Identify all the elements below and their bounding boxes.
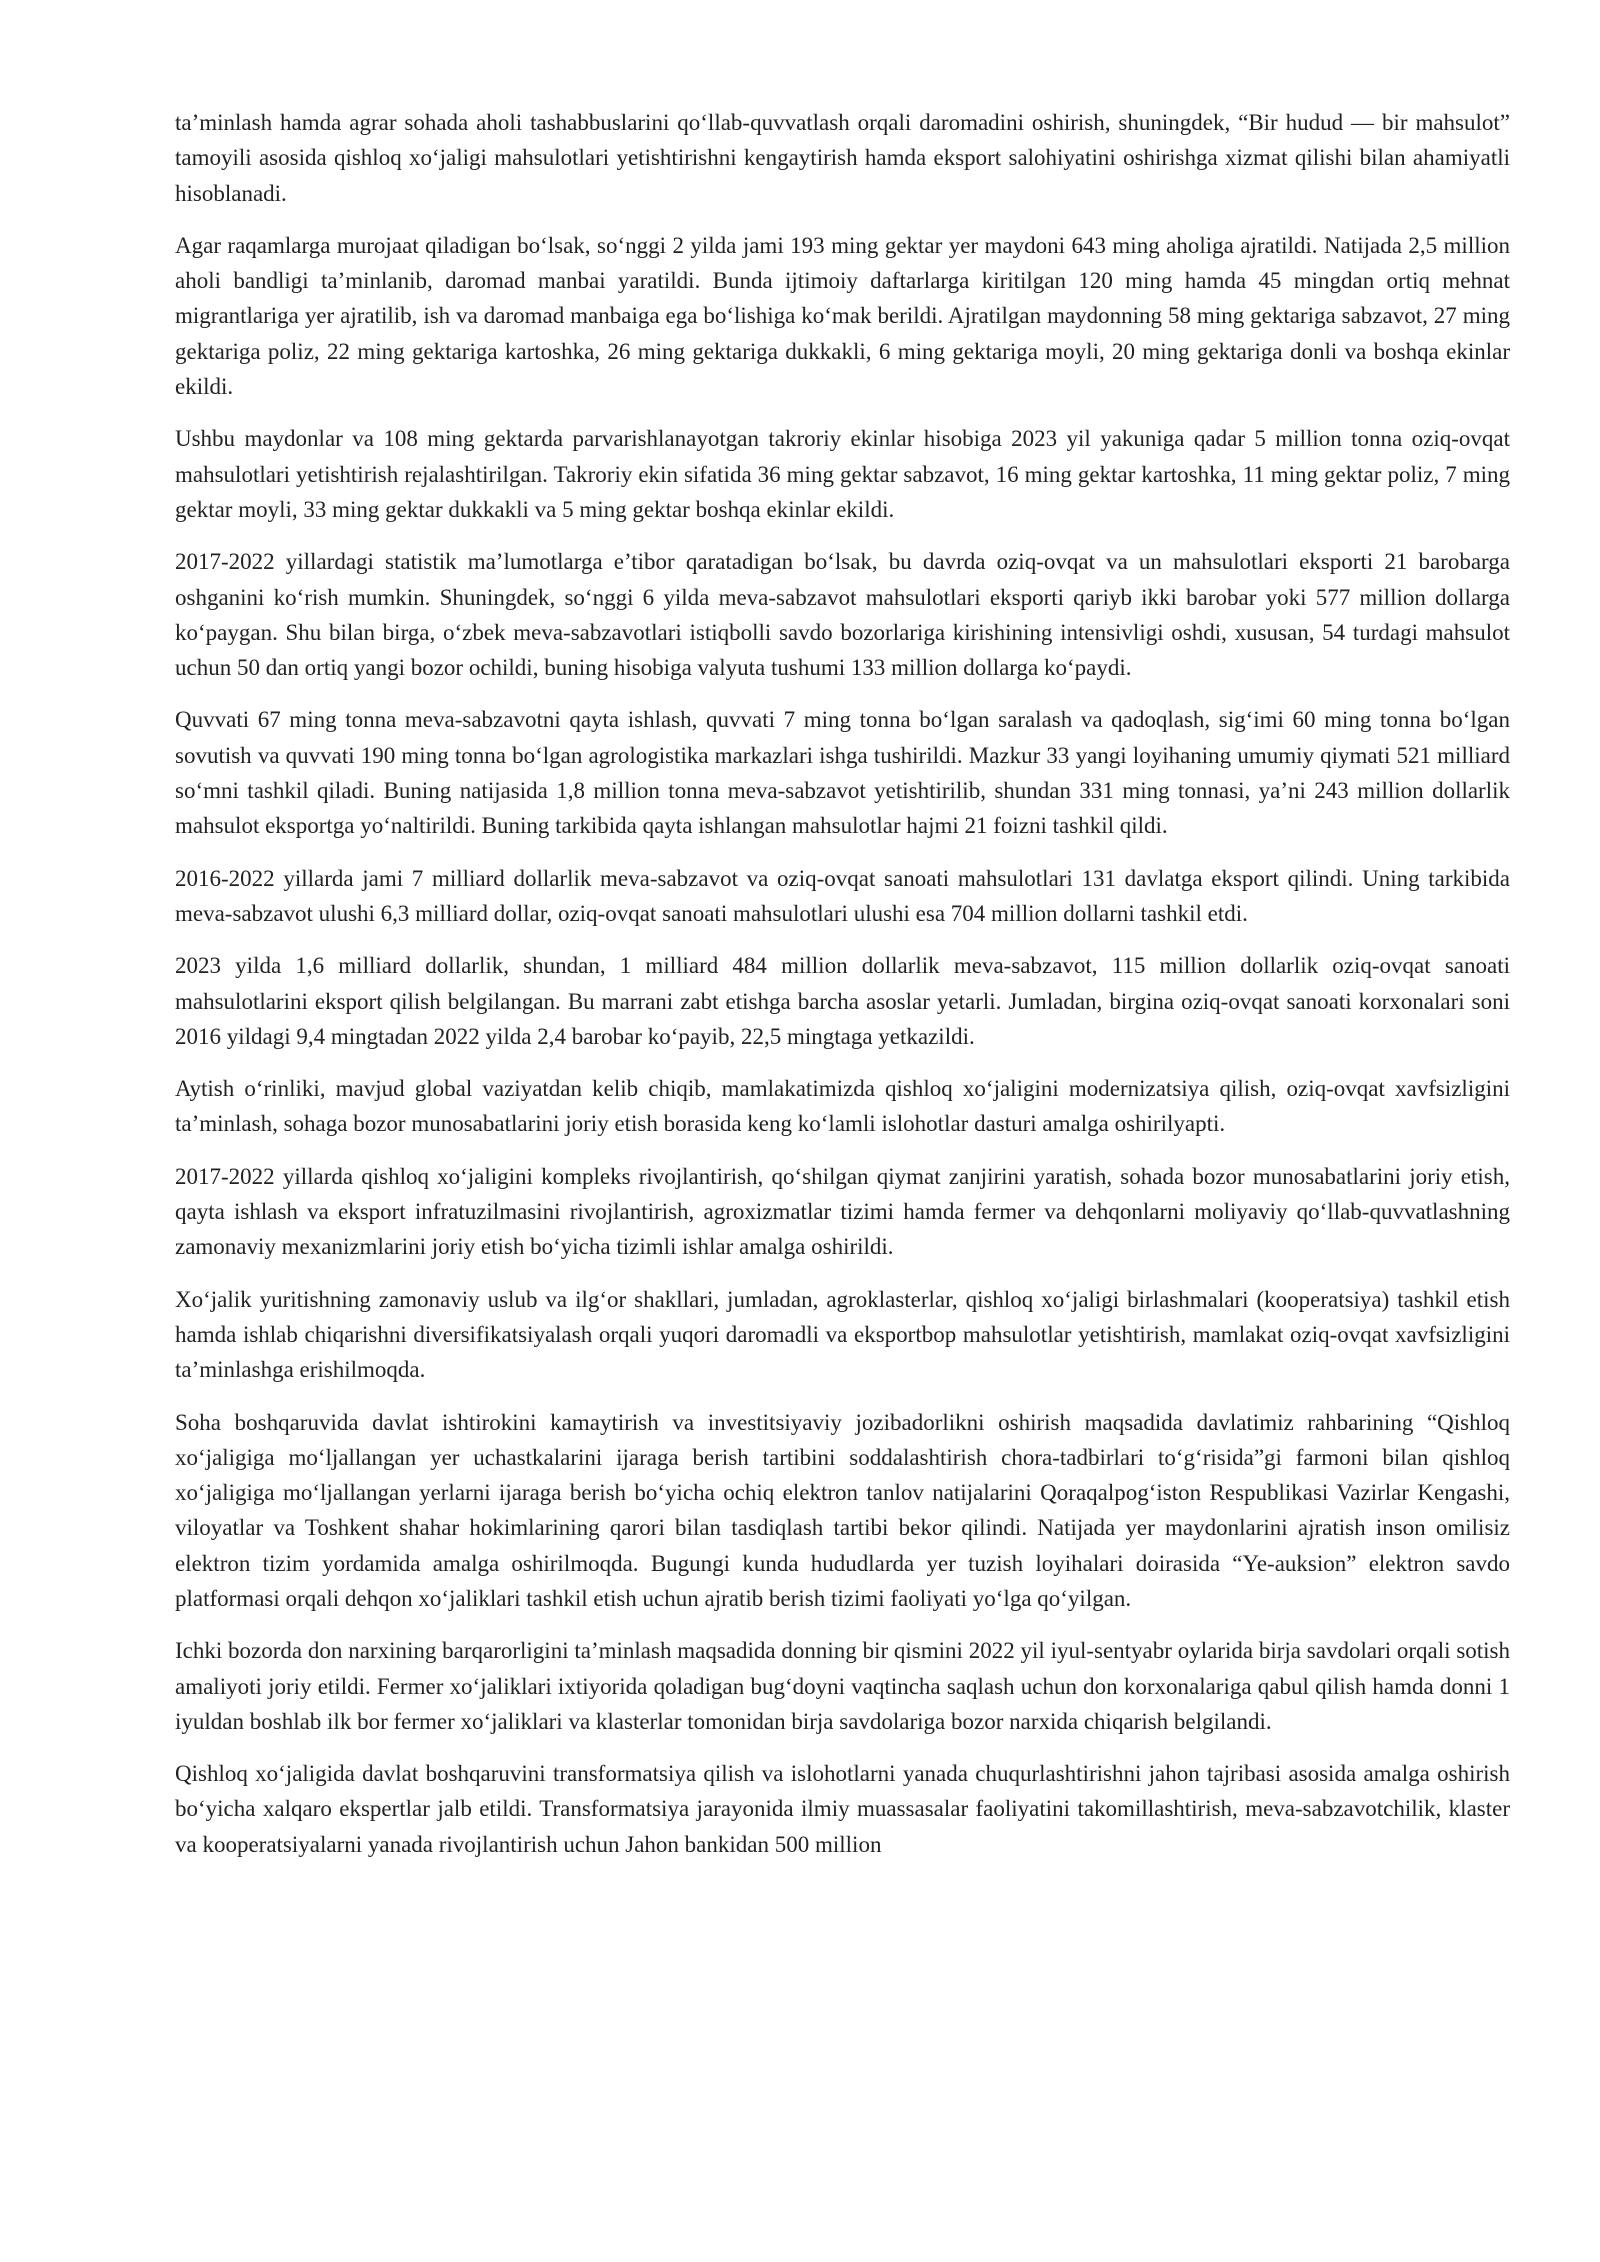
paragraph-4: 2017-2022 yillardagi statistik ma’lumotlarga e’tibor qaratadigan bo‘lsak, bu davrda oziq-ovqat va un mahsulotlari eksporti 21 barobarga oshganini ko‘rish mumkin. Shuningdek, so‘nggi 6 yilda meva-sabzavot mahsulotlari eksporti qariyb ikki barobar yoki 577 million dollarga ko‘paygan. Shu bilan birga, o‘zbek meva-sabzavotlari istiqbolli savdo bozorlariga kirishining intensivligi oshdi, xususan, 54 turdagi mahsulot uchun 50 dan ortiq yangi bozor ochildi, buning hisobiga valyuta tushumi 133 million dollarga ko‘paydi. [175, 549, 1510, 681]
paragraph-1: ta’minlash hamda agrar sohada aholi tashabbuslarini qo‘llab-quvvatlash orqali daromadini oshirish, shuningdek, “Bir hudud — bir mahsulot” tamoyili asosida qishloq xo‘jaligi mahsulotlari yetishtirishni kengaytirish hamda eksport salohiyatini oshirishga xizmat qilishi bilan ahamiyatli hisoblanadi. [175, 110, 1510, 206]
paragraph-2: Agar raqamlarga murojaat qiladigan bo‘lsak, so‘nggi 2 yilda jami 193 ming gektar yer maydoni 643 ming aholiga ajratildi. Natijada 2,5 million aholi bandligi ta’minlanib, daromad manbai yaratildi. Bunda ijtimoiy daftarlarga kiritilgan 120 ming hamda 45 mingdan ortiq mehnat migrantlariga yer ajratilib, ish va daromad manbaiga ega bo‘lishiga ko‘mak berildi. Ajratilgan maydonning 58 ming gektariga sabzavot, 27 ming gektariga poliz, 22 ming gektariga kartoshka, 26 ming gektariga dukkakli, 6 ming gektariga moyli, 20 ming gektariga donli va boshqa ekinlar ekildi. [175, 232, 1510, 400]
paragraph-7: 2023 yilda 1,6 milliard dollarlik, shundan, 1 milliard 484 million dollarlik meva-sabzavot, 115 million dollarlik oziq-ovqat sanoati mahsulotlarini eksport qilish belgilangan. Bu marrani zabt etishga barcha asoslar yetarli. Jumladan, birgina oziq-ovqat sanoati korxonalari soni 2016 yildagi 9,4 mingtadan 2022 yilda 2,4 barobar ko‘payib, 22,5 mingtaga yetkazildi. [175, 953, 1510, 1049]
paragraph-10: Xo‘jalik yuritishning zamonaviy uslub va ilg‘or shakllari, jumladan, agroklasterlar, qishloq xo‘jaligi birlashmalari (kooperatsiya) tashkil etish hamda ishlab chiqarishni diversifikatsiyalash orqali yuqori daromadli va eksportbop mahsulotlar yetishtirish, mamlakat oziq-ovqat xavfsizligini ta’minlashga erishilmoqda. [175, 1286, 1510, 1383]
paragraph-3: Ushbu maydonlar va 108 ming gektarda parvarishlanayotgan takroriy ekinlar hisobiga 2023 yil yakuniga qadar 5 million tonna oziq-ovqat mahsulotlari yetishtirish rejalashtirilgan. Takroriy ekin sifatida 36 ming gektar sabzavot, 16 ming gektar kartoshka, 11 ming gektar poliz, 7 ming gektar moyli, 33 ming gektar dukkakli va 5 ming gektar boshqa ekinlar ekildi. [175, 426, 1510, 522]
paragraph-13: Qishloq xo‘jaligida davlat boshqaruvini transformatsiya qilish va islohotlarni yanada chuqurlashtirishni jahon tajribasi asosida amalga oshirish bo‘yicha xalqaro ekspertlar jalb etildi. Transformatsiya jarayonida ilmiy muassasalar faoliyatini takomillashtirish, meva-sabzavotchilik, klaster va kooperatsiyalarni yanada rivojlantirish uchun Jahon bankidan 500 million [175, 1761, 1510, 1857]
paragraph-11: Soha boshqaruvida davlat ishtirokini kamaytirish va investitsiyaviy jozibadorlikni oshirish maqsadida davlatimiz rahbarining “Qishloq xo‘jaligiga mo‘ljallangan yer uchastkalarini ijaraga berish tartibini soddalashtirish chora-tadbirlari to‘g‘risida”gi farmoni bilan qishloq xo‘jaligiga mo‘ljallangan yerlarni ijaraga berish bo‘yicha ochiq elektron tanlov natijalarini Qoraqalpog‘iston Respublikasi Vazirlar Kengashi, viloyatlar va Toshkent shahar hokimlarining qarori bilan tasdiqlash tartibi bekor qilindi. Natijada yer maydonlarini ajratish inson omilisiz elektron tizim yordamida amalga oshirilmoqda. Bugungi kunda hududlarda yer tuzish loyihalari doirasida “Ye-auksion” elektron savdo platformasi orqali dehqon xo‘jaliklari tashkil etish uchun ajratib berish tizimi faoliyati yo‘lga qo‘yilgan. [175, 1409, 1510, 1611]
paragraph-5: Quvvati 67 ming tonna meva-sabzavotni qayta ishlash, quvvati 7 ming tonna bo‘lgan saralash va qadoqlash, sig‘imi 60 ming tonna bo‘lgan sovutish va quvvati 190 ming tonna bo‘lgan agrologistika markazlari ishga tushirildi. Mazkur 33 yangi loyihaning umumiy qiymati 521 milliard so‘mni tashkil qiladi. Buning natijasida 1,8 million tonna meva-sabzavot yetishtirilib, shundan 331 ming tonnasi, ya’ni 243 million dollarlik mahsulot eksportga yo‘naltirildi. Buning tarkibida qayta ishlangan mahsulotlar hajmi 21 foizni tashkil qildi. [175, 707, 1510, 839]
paragraph-12: Ichki bozorda don narxining barqarorligini ta’minlash maqsadida donning bir qismini 2022 yil iyul-sentyabr oylarida birja savdolari orqali sotish amaliyoti joriy etildi. Fermer xo‘jaliklari ixtiyorida qoladigan bug‘doyni vaqtincha saqlash uchun don korxonalariga qabul qilish hamda donni 1 iyuldan boshlab ilk bor fermer xo‘jaliklari va klasterlar tomonidan birja savdolariga bozor narxida chiqarish belgilandi. [175, 1638, 1510, 1734]
document-page [175, 105, 1510, 1879]
paragraph-9: 2017-2022 yillarda qishloq xo‘jaligini kompleks rivojlantirish, qo‘shilgan qiymat zanjirini yaratish, sohada bozor munosabatlarini joriy etish, qayta ishlash va eksport infratuzilmasini rivojlantirish, agroxizmatlar tizimi hamda fermer va dehqonlarni moliyaviy qo‘llab-quvvatlashning zamonaviy mexanizmlarini joriy etish bo‘yicha tizimli ishlar amalga oshirildi. [175, 1163, 1510, 1260]
paragraph-6: 2016-2022 yillarda jami 7 milliard dollarlik meva-sabzavot va oziq-ovqat sanoati mahsulotlari 131 davlatga eksport qilindi. Uning tarkibida meva-sabzavot ulushi 6,3 milliard dollar, oziq-ovqat sanoati mahsulotlari ulushi esa 704 million dollarni tashkil etdi. [175, 865, 1510, 926]
paragraph-8: Aytish o‘rinliki, mavjud global vaziyatdan kelib chiqib, mamlakatimizda qishloq xo‘jaligini modernizatsiya qilish, oziq-ovqat xavfsizligini ta’minlash, sohaga bozor munosabatlarini joriy etish borasida keng ko‘lamli islohotlar dasturi amalga oshirilyapti. [175, 1076, 1510, 1137]
